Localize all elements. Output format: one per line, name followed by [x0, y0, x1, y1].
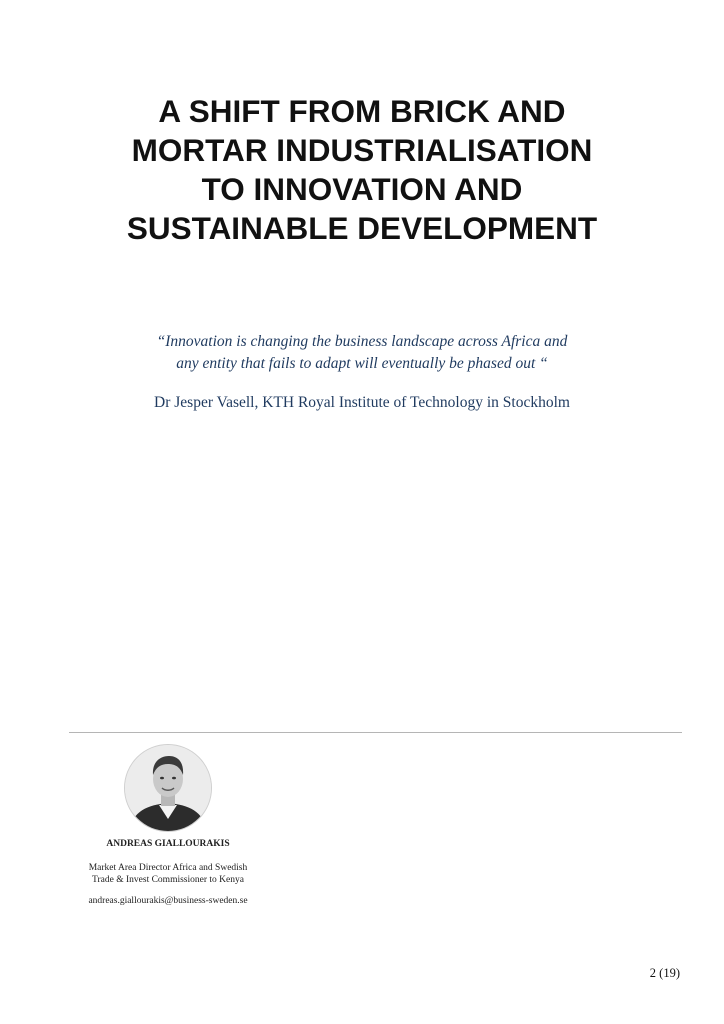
author-email-link[interactable]: andreas.giallourakis@business-sweden.se: [88, 896, 248, 906]
author-role-line: Market Area Director Africa and Swedish: [88, 863, 248, 873]
title-line: TO INNOVATION AND: [201, 171, 523, 207]
author-role: [60, 862, 276, 886]
title-line: SUSTAINABLE DEVELOPMENT: [126, 210, 598, 246]
title-line: A SHIFT FROM BRICK AND: [158, 93, 566, 129]
title-line: MORTAR INDUSTRIALISATION: [131, 132, 593, 168]
quote-attribution: Dr Jesper Vasell, KTH Royal Institute of Technology in Stockholm: [154, 394, 570, 411]
section-divider: [69, 732, 682, 733]
quote-line: “Innovation is changing the business landscape across Africa and: [156, 333, 568, 350]
page-number: 2 (19): [649, 966, 680, 980]
quote-line: any entity that fails to adapt will eventually be phased out “: [176, 355, 548, 372]
author-photo: [124, 744, 212, 832]
person-portrait-icon: [125, 745, 211, 831]
pull-quote: [100, 331, 624, 375]
author-name: ANDREAS GIALLOURAKIS: [106, 839, 230, 849]
author-role-line: Trade & Invest Commissioner to Kenya: [92, 875, 244, 885]
page-title: [70, 92, 654, 248]
